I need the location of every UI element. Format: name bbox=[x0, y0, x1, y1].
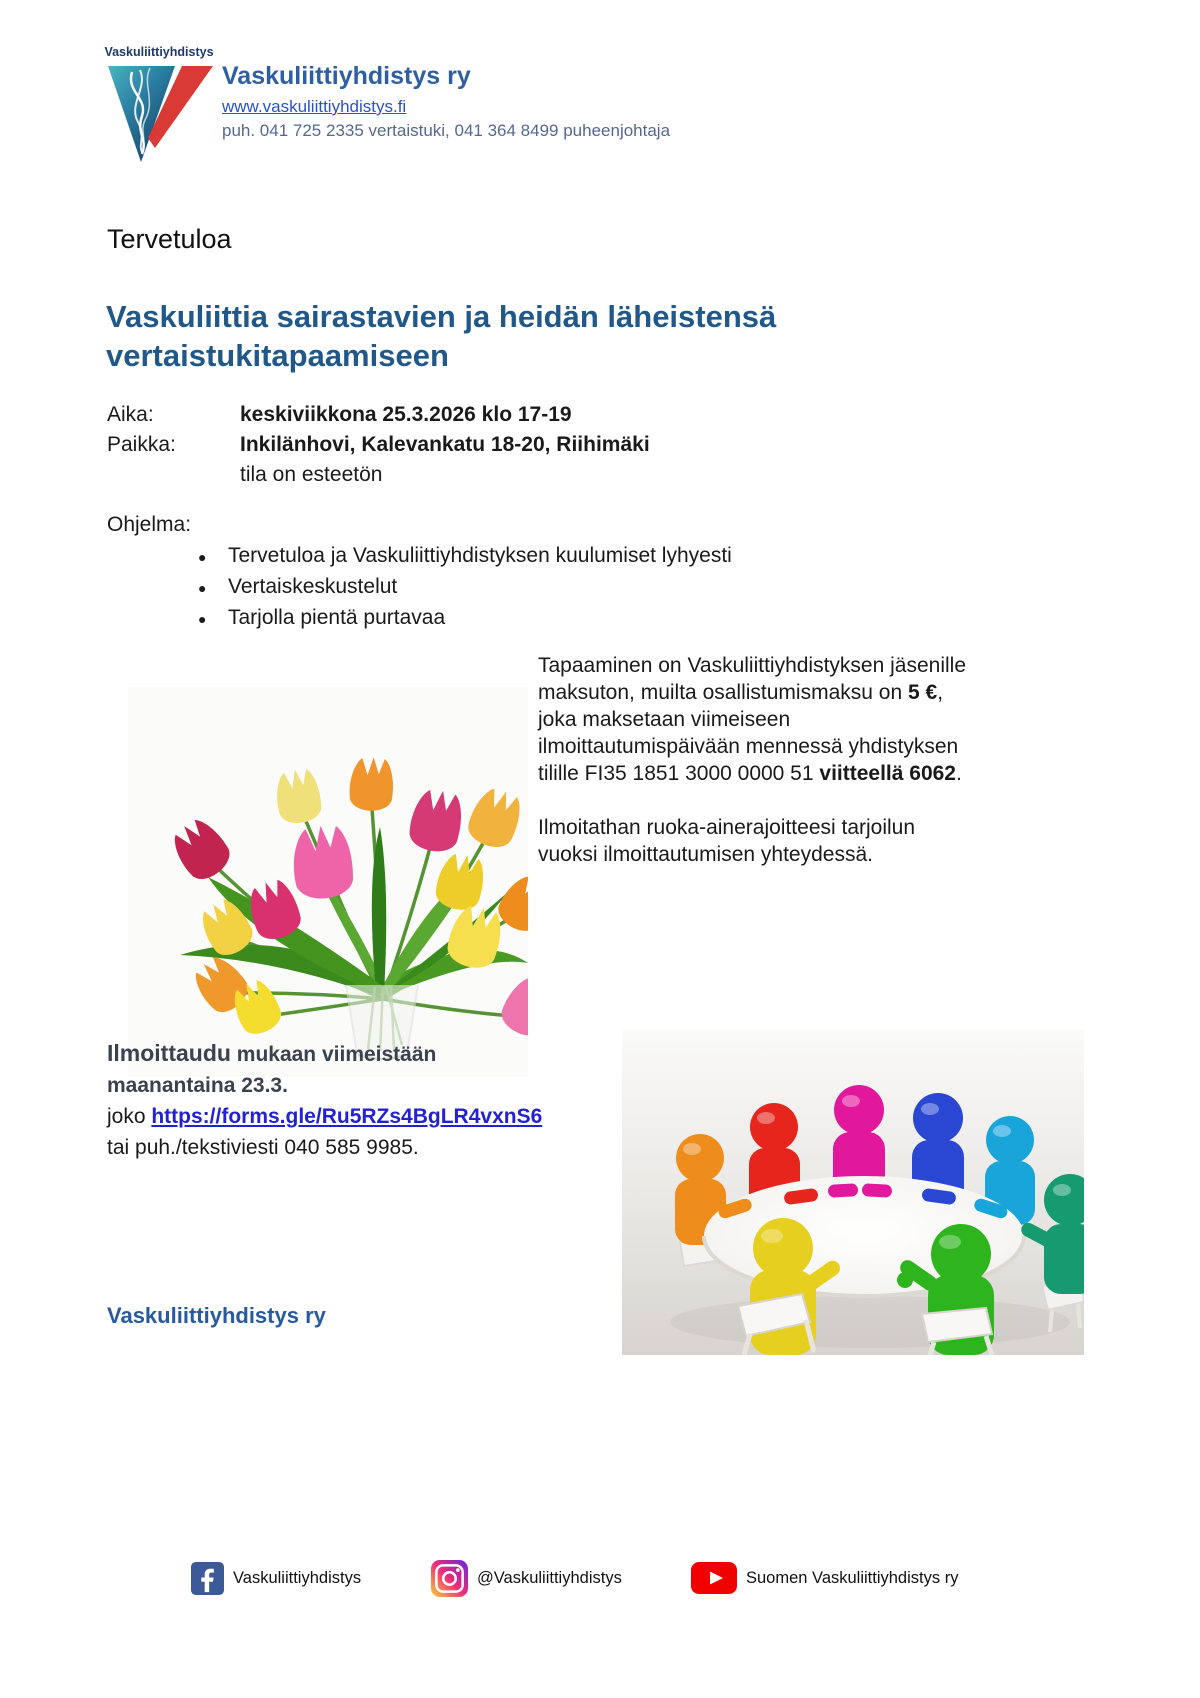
bullet-icon: ● bbox=[198, 611, 207, 627]
program-item-text: Tervetuloa ja Vaskuliittiyhdistyksen kuulumiset lyhyesti bbox=[228, 544, 732, 567]
instagram-item bbox=[431, 1558, 622, 1598]
signup-link-line: joko https://forms.gle/Ru5RZs4BgLR4vxnS6 bbox=[107, 1105, 543, 1128]
phone-line: puh. 041 725 2335 vertaistuki, 041 364 8499 puheenjohtaja bbox=[222, 121, 671, 140]
org-logo bbox=[98, 40, 220, 172]
empty-label bbox=[107, 460, 240, 490]
website-link[interactable]: www.vaskuliittiyhdistys.fi bbox=[222, 97, 407, 116]
tulip-bouquet-image bbox=[128, 687, 528, 1077]
program-label: Ohjelma: bbox=[107, 513, 192, 536]
program-list bbox=[198, 541, 732, 634]
instagram-icon bbox=[431, 1560, 468, 1597]
place-value: Inkilänhovi, Kalevankatu 18-20, Riihimäki bbox=[240, 433, 650, 456]
payment-info bbox=[538, 652, 977, 868]
diet-note-paragraph: Ilmoitathan ruoka-ainerajoitteesi tarjoilun vuoksi ilmoittautumisen yhteydessä. bbox=[538, 816, 916, 866]
org-name: Vaskuliittiyhdistys ry bbox=[222, 62, 471, 90]
youtube-item bbox=[691, 1558, 958, 1598]
welcome-text: Tervetuloa bbox=[107, 224, 232, 254]
bullet-icon: ● bbox=[198, 549, 207, 565]
signup-phone-line: tai puh./tekstiviesti 040 585 9985. bbox=[107, 1136, 419, 1159]
facebook-label: Vaskuliittiyhdistys bbox=[233, 1568, 362, 1587]
accessibility-note: tila on esteetön bbox=[240, 463, 383, 486]
logo-wordmark: Vaskuliittiyhdistys bbox=[104, 45, 214, 59]
facebook-item bbox=[191, 1558, 361, 1598]
meeting-table-image bbox=[622, 1030, 1084, 1355]
payment-paragraph: Tapaaminen on Vaskuliittiyhdistyksen jäsenille maksuton, muilta osallistumismaksu on 5 €, joka maksetaan viimeiseen ilmoittautumispäivään mennessä yhdistyksen tilille FI35 1851 3000 0000 51 viitteellä 6062. bbox=[538, 654, 967, 785]
place-row bbox=[107, 430, 1007, 460]
youtube-label: Suomen Vaskuliittiyhdistys ry bbox=[746, 1568, 959, 1587]
header-block bbox=[222, 62, 670, 141]
time-row bbox=[107, 400, 1007, 430]
program-item-text: Vertaiskeskustelut bbox=[228, 575, 398, 598]
page-title: Vaskuliittia sairastavien ja heidän läheistensä vertaistukitapaamiseen bbox=[106, 299, 777, 373]
time-value: keskiviikkona 25.3.2026 klo 17-19 bbox=[240, 403, 572, 426]
program-item bbox=[198, 572, 732, 603]
place-label: Paikka: bbox=[107, 433, 176, 456]
org-signature: Vaskuliittiyhdistys ry bbox=[107, 1303, 326, 1328]
program-item bbox=[198, 541, 732, 572]
program-item-text: Tarjolla pientä purtavaa bbox=[228, 606, 446, 629]
instagram-label: @Vaskuliittiyhdistys bbox=[477, 1568, 622, 1587]
bullet-icon: ● bbox=[198, 580, 207, 596]
program-item bbox=[198, 603, 732, 634]
facebook-icon bbox=[191, 1562, 224, 1595]
event-details bbox=[107, 400, 1007, 490]
time-label: Aika: bbox=[107, 403, 154, 426]
signup-block bbox=[107, 1038, 627, 1163]
youtube-icon bbox=[691, 1562, 737, 1594]
signup-lead-line: Ilmoittaudu mukaan viimeistään bbox=[107, 1040, 437, 1066]
signup-form-link[interactable]: https://forms.gle/Ru5RZs4BgLR4vxnS6 bbox=[151, 1105, 543, 1128]
accessibility-row bbox=[107, 460, 1007, 490]
signup-deadline: maanantaina 23.3. bbox=[107, 1074, 288, 1097]
